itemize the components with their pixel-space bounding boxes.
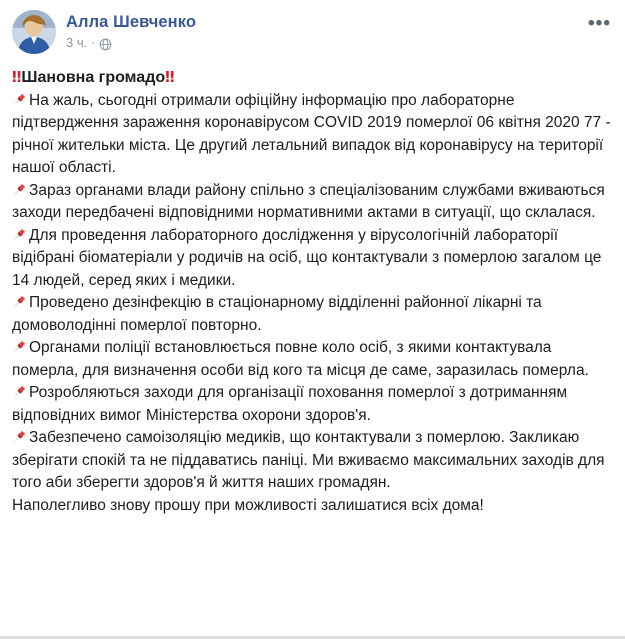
- post-paragraph-4-text: Проведено дезінфекцію в стаціонарному відділенні районної лікарні та домоволодінні померлої повторно.: [12, 294, 542, 334]
- globe-icon: [99, 38, 112, 51]
- post-body: [12, 66, 613, 517]
- pushpin-icon: [12, 384, 27, 399]
- post-paragraph-4: [12, 292, 613, 337]
- avatar[interactable]: [12, 10, 56, 54]
- post-paragraph-6: [12, 382, 613, 427]
- post-paragraph-2-text: Зараз органами влади району спільно з спеціалізованим службами вживаються заходи передбачені відповідними нормативними актами в ситуації, що склалася.: [12, 181, 605, 221]
- post-paragraph-5: [12, 337, 613, 382]
- post-paragraph-3: [12, 225, 613, 293]
- post-paragraph-7: [12, 427, 613, 495]
- pushpin-icon: [12, 294, 27, 309]
- pushpin-icon: [12, 92, 27, 107]
- post-paragraph-7-text: Забезпечено самоізоляцію медиків, що контактували з померлою. Закликаю зберігати спокій та не піддаватись паніці. Ми вживаємо максимальних заходів для того аби зберегти здоров'я й життя наших громадян.: [12, 429, 605, 491]
- post-meta: [66, 35, 196, 51]
- post-paragraph-3-text: Для проведення лабораторного дослідження у вірусологічній лабораторії відібрані біоматеріали у родичів на осіб, що контактували з померлою загалом це 14 людей, серед яких і медики.: [12, 226, 602, 289]
- post-header-text: [66, 10, 196, 51]
- pushpin-icon: [12, 182, 27, 197]
- post-paragraph-2: [12, 180, 613, 225]
- post-paragraph-6-text: Розробляються заходи для організації поховання померлої з дотриманням відповідних вимог Міністерства охорони здоров'я.: [12, 384, 568, 424]
- post-header: [12, 10, 613, 58]
- post-paragraph-heading: [12, 66, 613, 90]
- post-heading-text: Шановна громадо: [21, 69, 166, 86]
- post-paragraph-1: [12, 90, 613, 180]
- post-paragraph-8-text: Наполегливо знову прошу при можливості залишатися всіх дома!: [12, 496, 484, 514]
- post-options-menu-icon[interactable]: •••: [588, 13, 611, 34]
- meta-separator: ·: [91, 37, 95, 49]
- post-timestamp[interactable]: 3 ч.: [66, 35, 88, 50]
- post-paragraph-8: [12, 495, 613, 518]
- pushpin-icon: [12, 429, 27, 444]
- pushpin-icon: [12, 227, 27, 242]
- post-author-name[interactable]: Алла Шевченко: [66, 13, 197, 31]
- double-exclamation-icon-end: ‼: [165, 68, 175, 86]
- pushpin-icon: [12, 339, 27, 354]
- post-paragraph-1-text: На жаль, сьогодні отримали офіційну інформацію про лабораторне підтвердження зараження коронавірусом COVID 2019 померлої 06 квітня 2020 77 - річної жительки міста. Це другий летальний випадок від коронавірусу на території нашої області.: [12, 91, 611, 176]
- post-paragraph-5-text: Органами поліції встановлюється повне коло осіб, з якими контактувала померла, для визначення особи від кого та місця де саме, заразилась померла.: [12, 339, 589, 379]
- double-exclamation-icon: ‼: [12, 68, 22, 86]
